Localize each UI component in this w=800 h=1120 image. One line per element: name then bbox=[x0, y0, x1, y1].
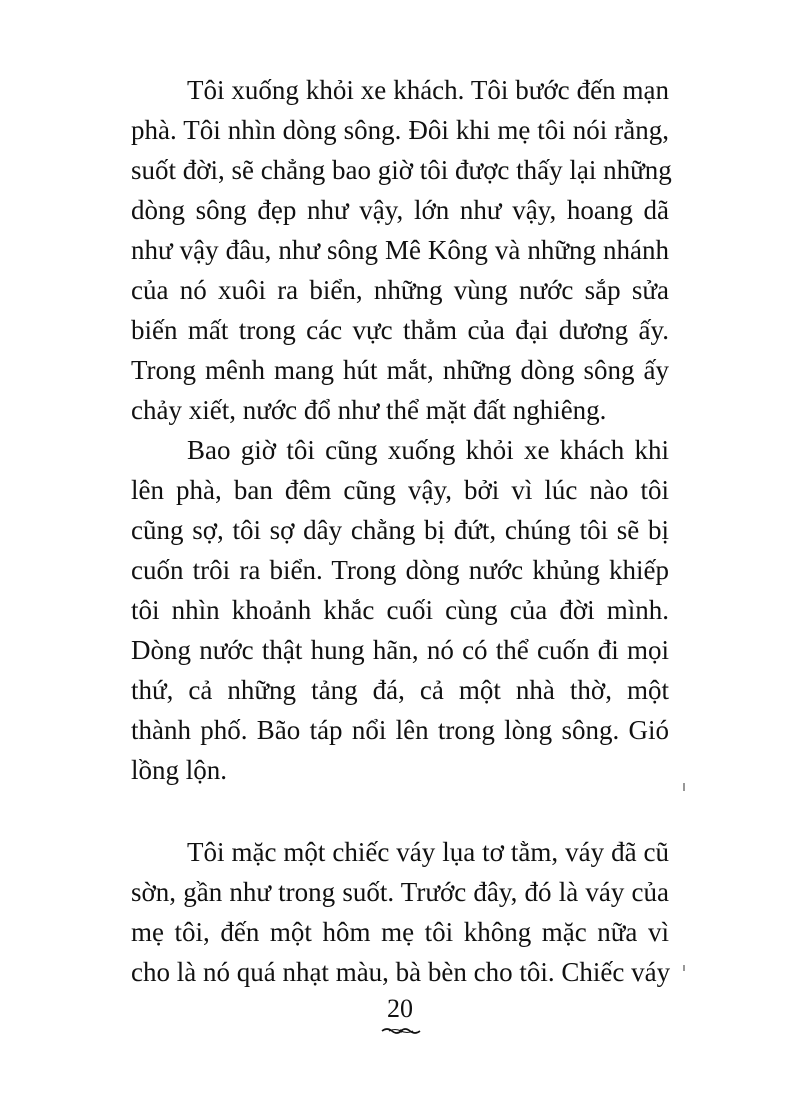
paragraph-1-line-6: của nó xuôi ra biển, những vùng nước sắp sửa bbox=[131, 275, 669, 305]
paragraph-2-line-6: Dòng nước thật hung hãn, nó có thể cuốn đi mọi bbox=[131, 635, 669, 665]
paragraph-2-line-2: lên phà, ban đêm cũng vậy, bởi vì lúc nào tôi bbox=[131, 475, 669, 505]
paragraph-2-line-1: Bao giờ tôi cũng xuống khỏi xe khách khi bbox=[187, 435, 669, 465]
scan-speck bbox=[683, 965, 685, 971]
paragraph-2-line-8: thành phố. Bão táp nổi lên trong lòng sông. Gió bbox=[131, 715, 669, 745]
paragraph-1-line-1: Tôi xuống khỏi xe khách. Tôi bước đến mạn bbox=[187, 75, 669, 105]
paragraph-1-line-2: phà. Tôi nhìn dòng sông. Đôi khi mẹ tôi nói rằng, bbox=[131, 115, 669, 145]
paragraph-2-line-7: thứ, cả những tảng đá, cả một nhà thờ, một bbox=[131, 675, 669, 705]
paragraph-1-line-9: chảy xiết, nước đổ như thể mặt đất nghiêng. bbox=[131, 395, 607, 425]
scan-speck bbox=[683, 783, 685, 791]
paragraph-3-line-1: Tôi mặc một chiếc váy lụa tơ tằm, váy đã cũ bbox=[187, 837, 669, 867]
page-number: 20 bbox=[387, 994, 413, 1023]
paragraph-2-line-9: lồng lộn. bbox=[131, 755, 228, 785]
paragraph-1-line-7: biến mất trong các vực thẳm của đại dương ấy. bbox=[131, 315, 669, 345]
paragraph-2-line-5: tôi nhìn khoảnh khắc cuối cùng của đời mình. bbox=[131, 595, 669, 625]
paragraph-1-line-5: như vậy đâu, như sông Mê Kông và những nhánh bbox=[131, 235, 669, 265]
paragraph-2-line-4: cuốn trôi ra biển. Trong dòng nước khủng khiếp bbox=[131, 555, 669, 585]
paragraph-1-line-3: suốt đời, sẽ chẳng bao giờ tôi được thấy lại những bbox=[131, 155, 672, 185]
paragraph-3-line-3: mẹ tôi, đến một hôm mẹ tôi không mặc nữa vì bbox=[131, 917, 669, 947]
decorative-flourish-icon bbox=[381, 1026, 421, 1036]
paragraph-3-line-4: cho là nó quá nhạt màu, bà bèn cho tôi. Chiếc váy bbox=[131, 957, 671, 987]
paragraph-3-line-2: sờn, gần như trong suốt. Trước đây, đó là váy của bbox=[131, 877, 669, 907]
paragraph-1-line-4: dòng sông đẹp như vậy, lớn như vậy, hoang dã bbox=[131, 195, 669, 225]
paragraph-2-line-3: cũng sợ, tôi sợ dây chằng bị đứt, chúng tôi sẽ bị bbox=[131, 515, 669, 545]
paragraph-1-line-8: Trong mênh mang hút mắt, những dòng sông ấy bbox=[131, 355, 669, 385]
